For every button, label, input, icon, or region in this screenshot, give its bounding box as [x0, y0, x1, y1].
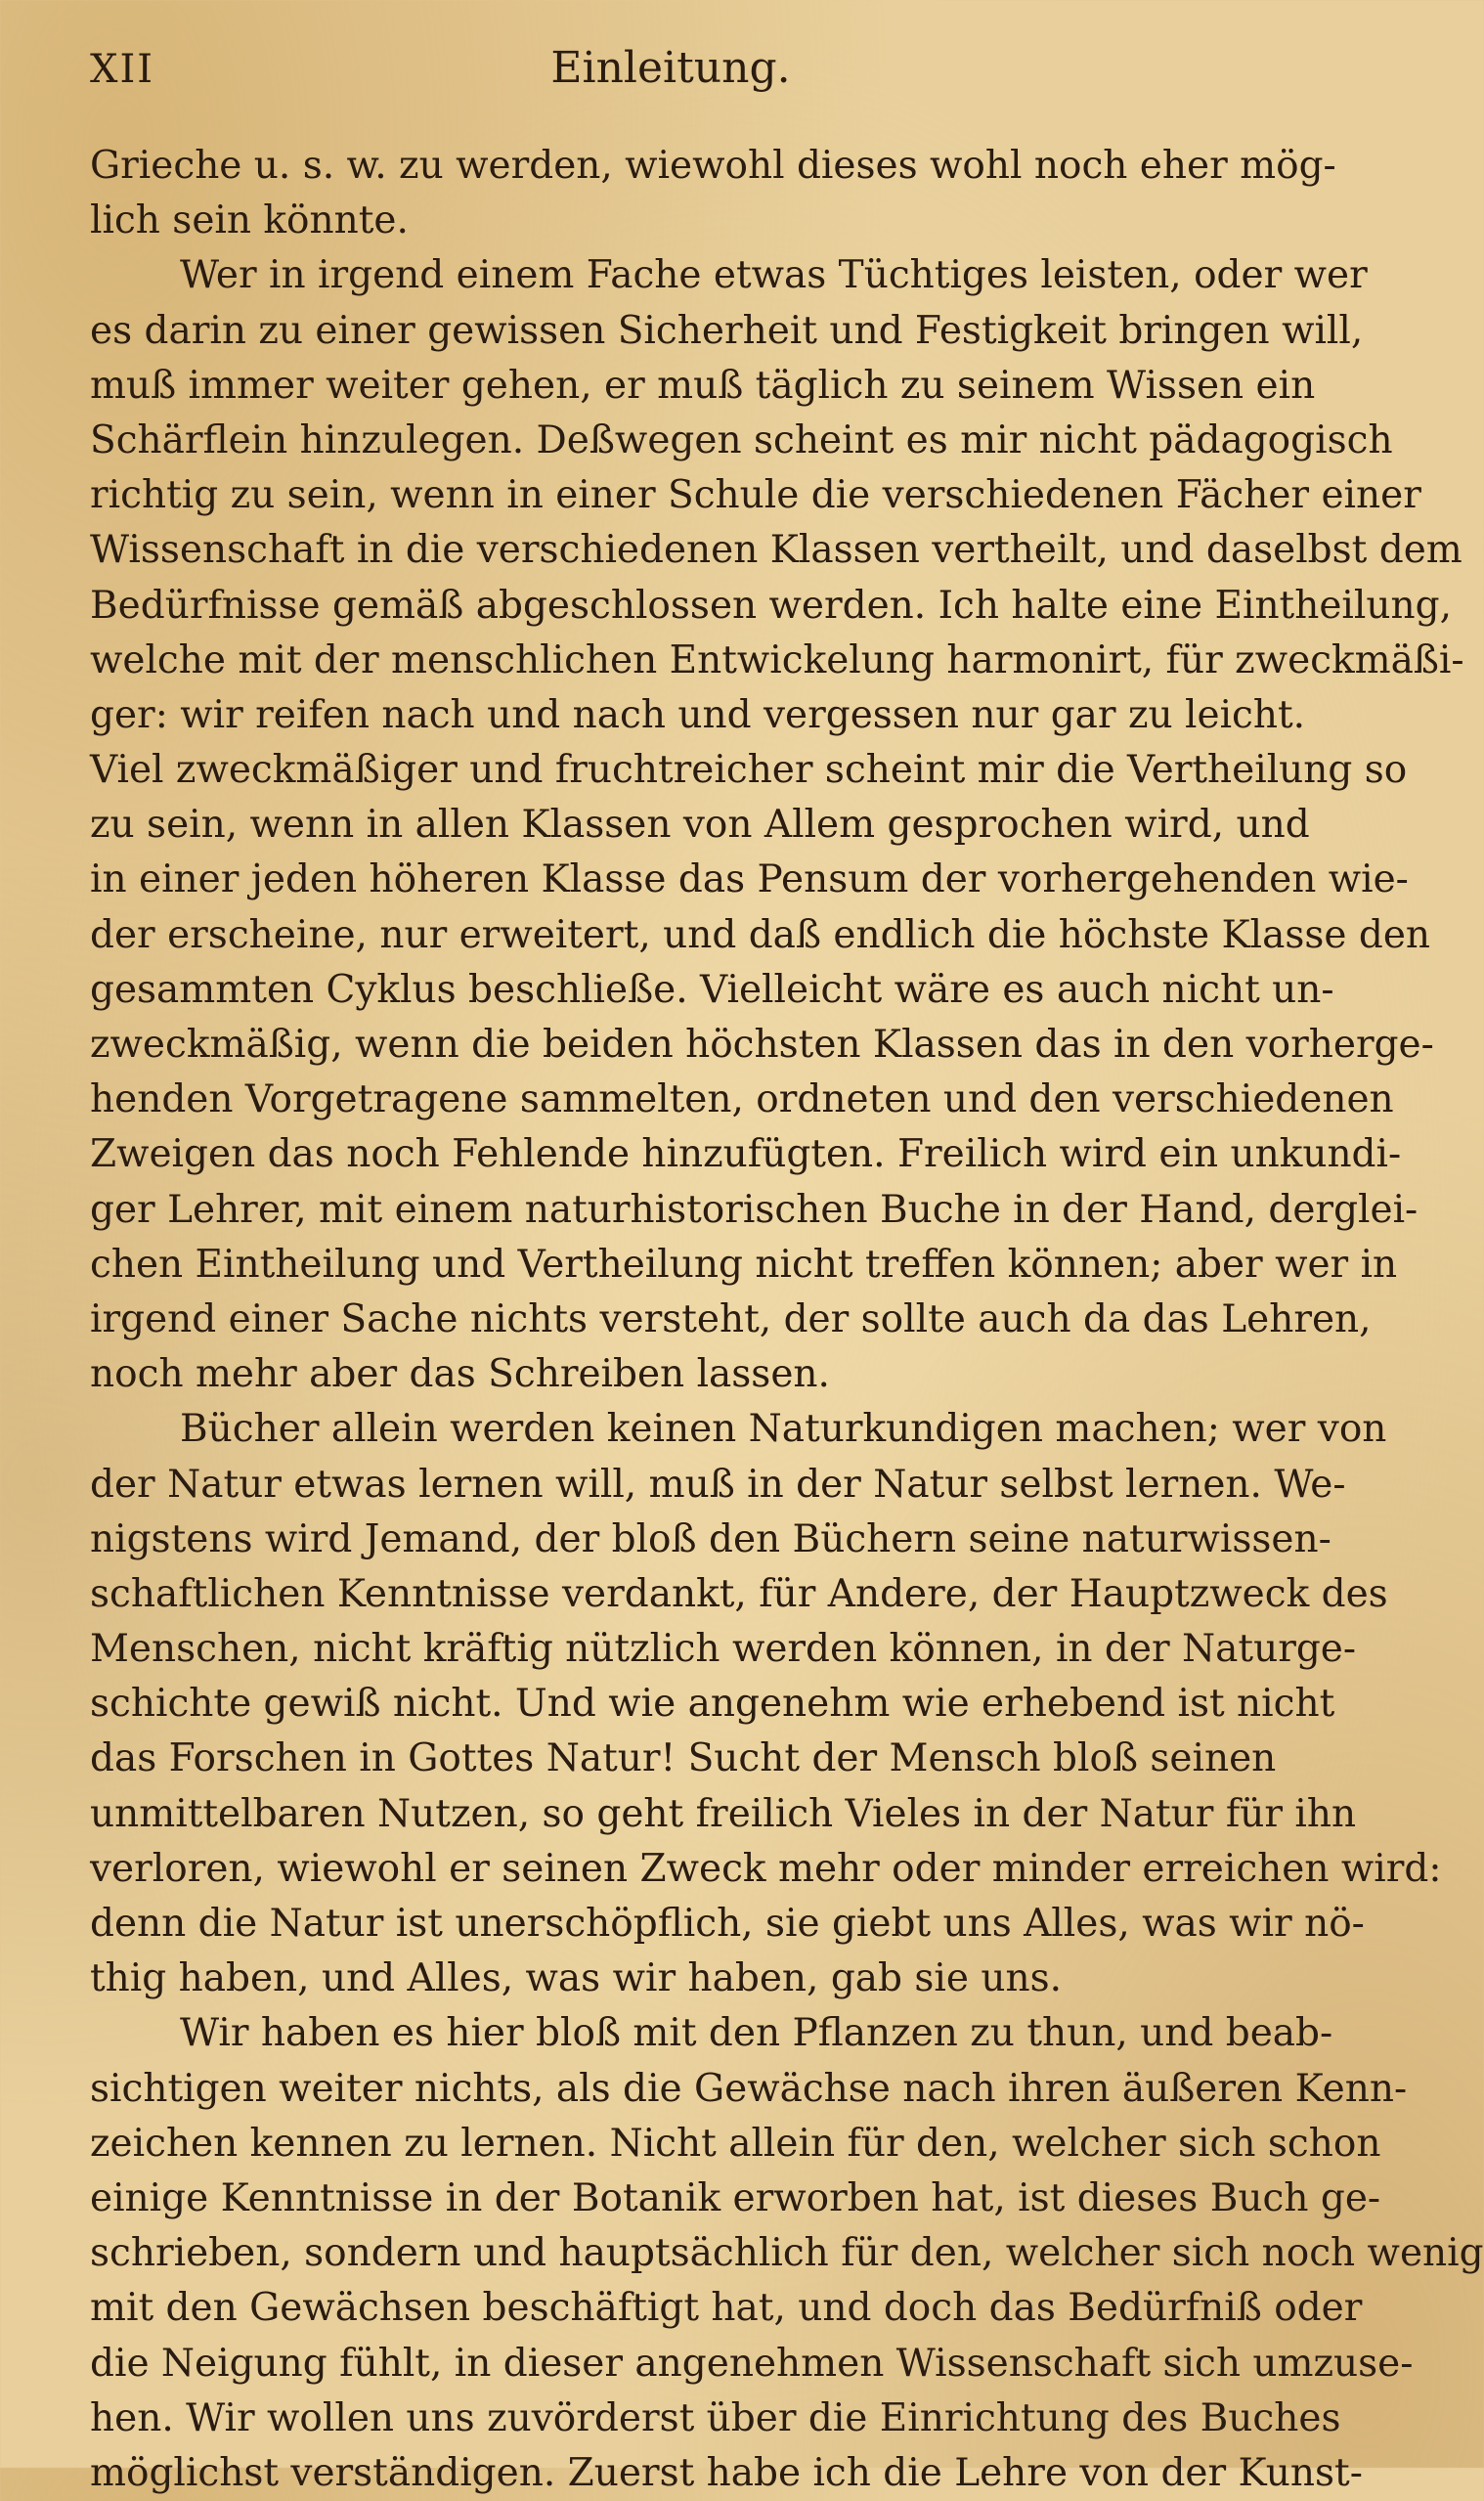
- chapter-title: Einleitung.: [550, 43, 791, 93]
- text-line: in einer jeden höheren Klasse das Pensum der vorhergehenden wie-: [90, 857, 1409, 902]
- text-line: lich sein könnte.: [90, 198, 409, 243]
- text-line: Wir haben es hier bloß mit den Pflanzen zu thun, und beab-: [180, 2011, 1333, 2056]
- text-line: Bücher allein werden keinen Naturkundigen machen; wer von: [180, 1407, 1387, 1452]
- text-line: schrieben, sondern und hauptsächlich für den, welcher sich noch wenig: [90, 2231, 1484, 2276]
- text-line: es darin zu einer gewissen Sicherheit und Festigkeit bringen will,: [90, 308, 1364, 353]
- text-line: thig haben, und Alles, was wir haben, gab sie uns.: [90, 1956, 1063, 2001]
- text-line: Grieche u. s. w. zu werden, wiewohl dieses wohl noch eher mög-: [90, 144, 1336, 188]
- text-line: der Natur etwas lernen will, muß in der Natur selbst lernen. We-: [90, 1462, 1346, 1507]
- page-number: XII: [90, 47, 155, 92]
- text-line: Viel zweckmäßiger und fruchtreicher scheint mir die Vertheilung so: [90, 748, 1408, 793]
- text-line: Wissenschaft in die verschiedenen Klassen vertheilt, und daselbst dem: [90, 528, 1462, 573]
- text-line: henden Vorgetragene sammelten, ordneten und den verschiedenen: [90, 1077, 1394, 1122]
- text-line: die Neigung fühlt, in dieser angenehmen Wissenschaft sich umzuse-: [90, 2341, 1414, 2386]
- text-line: Schärflein hinzulegen. Deßwegen scheint es mir nicht pädagogisch: [90, 417, 1393, 462]
- text-line: chen Eintheilung und Vertheilung nicht treffen können; aber wer in: [90, 1242, 1398, 1287]
- text-line: Bedürfnisse gemäß abgeschlossen werden. Ich halte eine Eintheilung,: [90, 583, 1452, 628]
- text-line: irgend einer Sache nichts versteht, der sollte auch da das Lehren,: [90, 1296, 1372, 1341]
- text-line: Zweigen das noch Fehlende hinzufügten. Freilich wird ein unkundi-: [90, 1132, 1402, 1177]
- running-head: [90, 39, 1251, 98]
- text-line: Wer in irgend einem Fache etwas Tüchtiges leisten, oder wer: [180, 253, 1368, 298]
- text-line: ger Lehrer, mit einem naturhistorischen Buche in der Hand, derglei-: [90, 1187, 1419, 1232]
- text-line: nigstens wird Jemand, der bloß den Büchern seine naturwissen-: [90, 1516, 1331, 1561]
- text-line: denn die Natur ist unerschöpflich, sie giebt uns Alles, was wir nö-: [90, 1902, 1365, 1946]
- text-line: ger: wir reifen nach und nach und vergessen nur gar zu leicht.: [90, 692, 1306, 737]
- text-line: richtig zu sein, wenn in einer Schule die verschiedenen Fächer einer: [90, 473, 1421, 518]
- text-line: schichte gewiß nicht. Und wie angenehm wie erhebend ist nicht: [90, 1682, 1335, 1727]
- text-line: zu sein, wenn in allen Klassen von Allem gesprochen wird, und: [90, 803, 1310, 848]
- text-line: schaftlichen Kenntnisse verdankt, für Andere, der Hauptzweck des: [90, 1571, 1388, 1616]
- text-line: möglichst verständigen. Zuerst habe ich die Lehre von der Kunst-: [90, 2450, 1363, 2495]
- text-line: sichtigen weiter nichts, als die Gewächse nach ihren äußeren Kenn-: [90, 2066, 1408, 2111]
- text-line: das Forschen in Gottes Natur! Sucht der Mensch bloß seinen: [90, 1736, 1277, 1781]
- text-line: welche mit der menschlichen Entwickelung harmonirt, für zweckmäßi-: [90, 637, 1464, 682]
- text-line: zeichen kennen zu lernen. Nicht allein für den, welcher sich schon: [90, 2121, 1381, 2166]
- text-line: der erscheine, nur erweitert, und daß endlich die höchste Klasse den: [90, 912, 1431, 957]
- text-line: noch mehr aber das Schreiben lassen.: [90, 1352, 830, 1397]
- text-line: verloren, wiewohl er seinen Zweck mehr oder minder erreichen wird:: [90, 1846, 1442, 1891]
- text-line: zweckmäßig, wenn die beiden höchsten Klassen das in den vorherge-: [90, 1023, 1434, 1067]
- text-line: hen. Wir wollen uns zuvörderst über die Einrichtung des Buches: [90, 2395, 1341, 2440]
- body-text: [90, 139, 1484, 2501]
- text-line: mit den Gewächsen beschäftigt hat, und doch das Bedürfniß oder: [90, 2286, 1363, 2331]
- text-line: gesammten Cyklus beschließe. Vielleicht wäre es auch nicht un-: [90, 967, 1334, 1012]
- text-line: Menschen, nicht kräftig nützlich werden können, in der Naturge-: [90, 1627, 1357, 1672]
- text-line: muß immer weiter gehen, er muß täglich zu seinem Wissen ein: [90, 363, 1316, 408]
- text-line: einige Kenntnisse in der Botanik erworben hat, ist dieses Buch ge-: [90, 2175, 1381, 2220]
- text-line: unmittelbaren Nutzen, so geht freilich Vieles in der Natur für ihn: [90, 1791, 1357, 1836]
